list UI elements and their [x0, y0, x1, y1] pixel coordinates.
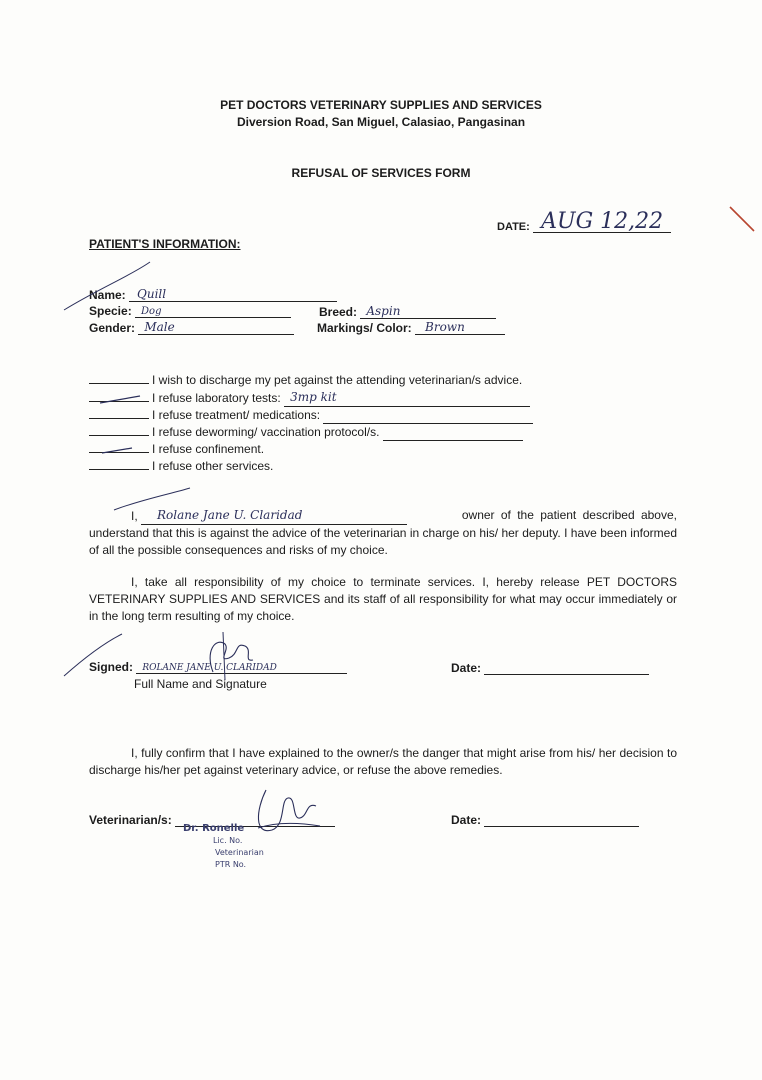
gender-field[interactable] — [89, 320, 294, 335]
name-label: Name: — [89, 288, 126, 302]
owner-statement: I, Rolane Jane U. Claridad owner of the patient described above, understand that this is against the advice of the veterinarian in charge on his/ her deputy. I have been informed of all the possible consequences and risks of my choice. — [89, 508, 677, 557]
option-lab-tests[interactable]: I refuse laboratory tests: 3mp kit — [89, 389, 533, 407]
confirm-paragraph: I, fully confirm that I have explained to the owner/s the danger that might arise from his/ her decision to discharge his/her pet against veterinary advice, or refuse the above remedies. — [89, 746, 677, 777]
option-confinement[interactable]: I refuse confinement. — [89, 441, 533, 458]
owner-name: Rolane Jane U. Claridad — [141, 507, 407, 525]
breed-value: Aspin — [360, 304, 496, 319]
vet-date-label: Date: — [451, 813, 482, 827]
signed-date-line — [484, 660, 649, 675]
stray-stroke — [60, 258, 160, 318]
vet-date-field[interactable] — [451, 812, 639, 827]
gender-value: Male — [138, 320, 294, 335]
breed-field[interactable] — [319, 304, 496, 319]
vet-label: Veterinarian/s: — [89, 813, 172, 827]
name-value: Quill — [129, 287, 337, 302]
signed-date-label: Date: — [451, 661, 482, 675]
red-mark — [728, 205, 758, 235]
signed-date-field[interactable] — [451, 660, 649, 675]
patient-section-title: PATIENT'S INFORMATION: — [89, 237, 241, 251]
specie-label: Specie: — [89, 304, 132, 318]
form-title: REFUSAL OF SERVICES FORM — [291, 166, 471, 180]
company-name: PET DOCTORS VETERINARY SUPPLIES AND SERVICES — [220, 98, 542, 112]
company-address: Diversion Road, San Miguel, Calasiao, Pangasinan — [236, 115, 526, 129]
gender-label: Gender: — [89, 321, 136, 335]
vet-stamp: Dr. Ronelle Lic. No. Veterinarian PTR No. — [183, 823, 264, 869]
release-paragraph: I, take all responsibility of my choice to terminate services. I, hereby release PET DOCTORS VETERINARY SUPPLIES AND SERVICES and its staff of all responsibility for what may occur immediately or in the long term resulting of my choice. — [89, 575, 677, 623]
markings-label: Markings/ Color: — [317, 321, 412, 335]
date-field[interactable] — [497, 209, 671, 234]
signed-value: ROLANE JANE U. CLARIDAD — [136, 663, 347, 674]
option-discharge[interactable]: I wish to discharge my pet against the attending veterinarian/s advice. — [89, 372, 533, 389]
markings-field[interactable] — [317, 320, 505, 335]
breed-label: Breed: — [319, 305, 358, 319]
option-other[interactable]: I refuse other services. — [89, 458, 533, 475]
markings-value: Brown — [415, 320, 505, 335]
vet-date-line — [484, 812, 639, 827]
signed-label: Signed: — [89, 660, 133, 674]
stray-stroke — [110, 486, 200, 516]
specie-value: Dog — [135, 306, 291, 318]
option-treatment[interactable]: I refuse treatment/ medications: — [89, 407, 533, 424]
option-deworming[interactable]: I refuse deworming/ vaccination protocol/s. — [89, 424, 533, 441]
checkmark-strokes — [80, 380, 160, 460]
lab-tests-detail: 3mp kit — [284, 389, 530, 407]
date-value: AUG 12,22 — [533, 212, 671, 233]
signed-caption: Full Name and Signature — [134, 677, 267, 691]
deworming-detail — [383, 440, 523, 441]
stray-stroke — [62, 630, 132, 680]
owner-signature — [195, 632, 265, 682]
date-label: DATE: — [497, 221, 530, 233]
option-blank[interactable] — [89, 469, 149, 470]
vet-signature — [236, 780, 326, 850]
